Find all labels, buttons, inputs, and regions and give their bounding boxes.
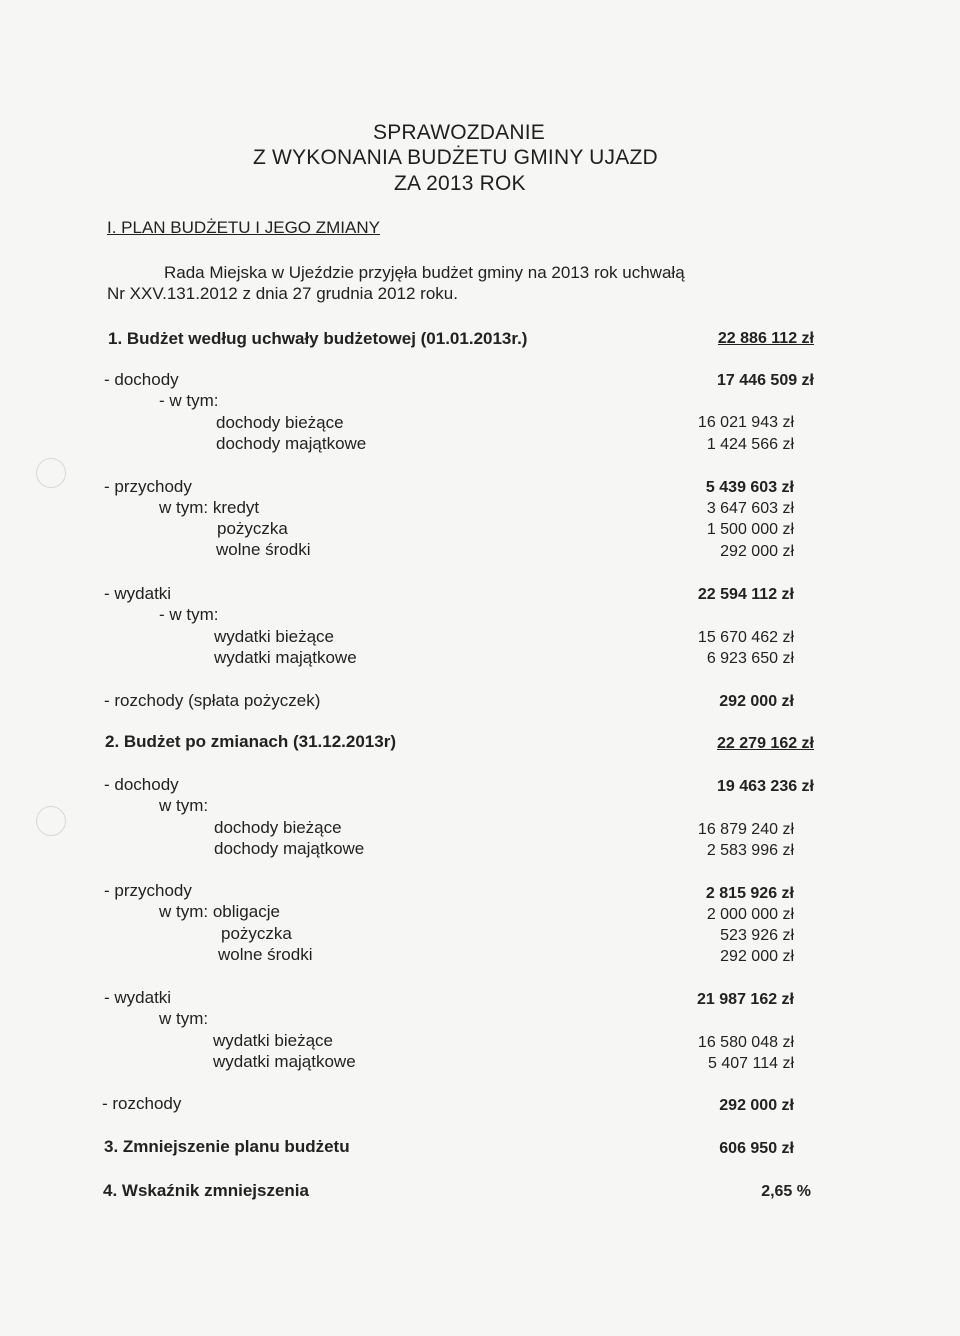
- plan1-kredyt-label: w tym: kredyt: [159, 498, 260, 517]
- plan2-pozyczka-label: pożyczka: [221, 924, 292, 943]
- plan4-value: 2,65 %: [761, 1183, 811, 1200]
- report-title-line3: ZA 2013 ROK: [394, 172, 526, 195]
- plan1-wtym-2: - w tym:: [159, 605, 219, 624]
- punch-hole-top: [36, 458, 66, 488]
- plan2-wtym-2: w tym:: [159, 1009, 209, 1028]
- plan2-wydatki-majatkowe-value: 5 407 114 zł: [708, 1055, 794, 1072]
- plan2-obligacje-value: 2 000 000 zł: [706, 906, 794, 923]
- punch-hole-bottom: [36, 806, 66, 836]
- report-title-line2: Z WYKONANIA BUDŻETU GMINY UJAZD: [253, 146, 658, 169]
- plan2-total: 22 279 162 zł: [717, 735, 814, 752]
- plan1-kredyt-value: 3 647 603 zł: [706, 500, 794, 517]
- plan1-rozchody-value: 292 000 zł: [719, 693, 794, 710]
- plan2-heading: 2. Budżet po zmianach (31.12.2013r): [105, 732, 396, 751]
- plan3-heading: 3. Zmniejszenie planu budżetu: [104, 1137, 350, 1156]
- plan1-pozyczka-label: pożyczka: [217, 519, 288, 538]
- plan1-dochody-value: 17 446 509 zł: [717, 372, 814, 389]
- plan1-dochody-biezace-value: 16 021 943 zł: [697, 414, 794, 431]
- plan1-przychody-value: 5 439 603 zł: [705, 479, 794, 496]
- plan2-dochody-label: - dochody: [104, 775, 179, 794]
- plan1-rozchody-label: - rozchody (spłata pożyczek): [104, 691, 321, 710]
- plan2-wydatki-biezace-value: 16 580 048 zł: [697, 1034, 794, 1051]
- plan2-wydatki-majatkowe-label: wydatki majątkowe: [213, 1052, 356, 1071]
- plan2-dochody-majatkowe-label: dochody majątkowe: [214, 839, 365, 858]
- plan1-wydatki-biezace-value: 15 670 462 zł: [697, 629, 794, 646]
- plan2-rozchody-value: 292 000 zł: [719, 1097, 794, 1114]
- plan1-wolne-value: 292 000 zł: [720, 543, 794, 560]
- plan2-wydatki-label: - wydatki: [104, 988, 172, 1007]
- plan2-dochody-biezace-label: dochody bieżące: [214, 818, 342, 837]
- plan2-przychody-label: - przychody: [104, 881, 192, 900]
- plan1-total: 22 886 112 zł: [717, 330, 814, 347]
- plan1-dochody-majatkowe-label: dochody majątkowe: [216, 434, 367, 453]
- plan1-pozyczka-value: 1 500 000 zł: [706, 521, 794, 538]
- plan2-obligacje-label: w tym: obligacje: [159, 902, 280, 921]
- plan1-dochody-majatkowe-value: 1 424 566 zł: [706, 436, 794, 453]
- plan1-wolne-label: wolne środki: [216, 540, 311, 559]
- plan2-wtym-1: w tym:: [159, 796, 209, 815]
- plan1-wydatki-label: - wydatki: [104, 584, 172, 603]
- plan2-dochody-majatkowe-value: 2 583 996 zł: [706, 842, 794, 859]
- plan2-wolne-label: wolne środki: [218, 945, 313, 964]
- plan1-wydatki-majatkowe-label: wydatki majątkowe: [214, 648, 357, 667]
- plan2-dochody-biezace-value: 16 879 240 zł: [697, 821, 794, 838]
- plan1-heading: 1. Budżet według uchwały budżetowej (01.01.2013r.): [108, 329, 528, 348]
- section-heading: I. PLAN BUDŻETU I JEGO ZMIANY: [107, 218, 380, 237]
- plan1-wydatki-biezace-label: wydatki bieżące: [214, 627, 335, 646]
- plan2-dochody-value: 19 463 236 zł: [717, 778, 814, 795]
- plan2-wolne-value: 292 000 zł: [720, 948, 794, 965]
- intro-text-line1: Rada Miejska w Ujeździe przyjęła budżet gminy na 2013 rok uchwałą: [164, 263, 685, 282]
- plan2-wydatki-biezace-label: wydatki bieżące: [213, 1031, 334, 1050]
- plan1-wtym-1: - w tym:: [159, 391, 219, 410]
- intro-text-line2: Nr XXV.131.2012 z dnia 27 grudnia 2012 roku.: [107, 284, 458, 303]
- plan3-value: 606 950 zł: [719, 1140, 794, 1157]
- plan1-dochody-biezace-label: dochody bieżące: [216, 413, 344, 432]
- plan2-rozchody-label: - rozchody: [102, 1094, 182, 1113]
- plan2-pozyczka-value: 523 926 zł: [720, 927, 794, 944]
- plan4-heading: 4. Wskaźnik zmniejszenia: [103, 1181, 309, 1200]
- plan1-wydatki-majatkowe-value: 6 923 650 zł: [706, 650, 794, 667]
- plan2-przychody-value: 2 815 926 zł: [705, 885, 794, 902]
- plan1-przychody-label: - przychody: [104, 477, 192, 496]
- plan2-wydatki-value: 21 987 162 zł: [697, 991, 794, 1008]
- plan1-dochody-label: - dochody: [104, 370, 179, 389]
- report-title-line1: SPRAWOZDANIE: [373, 121, 545, 144]
- plan1-wydatki-value: 22 594 112 zł: [697, 586, 794, 603]
